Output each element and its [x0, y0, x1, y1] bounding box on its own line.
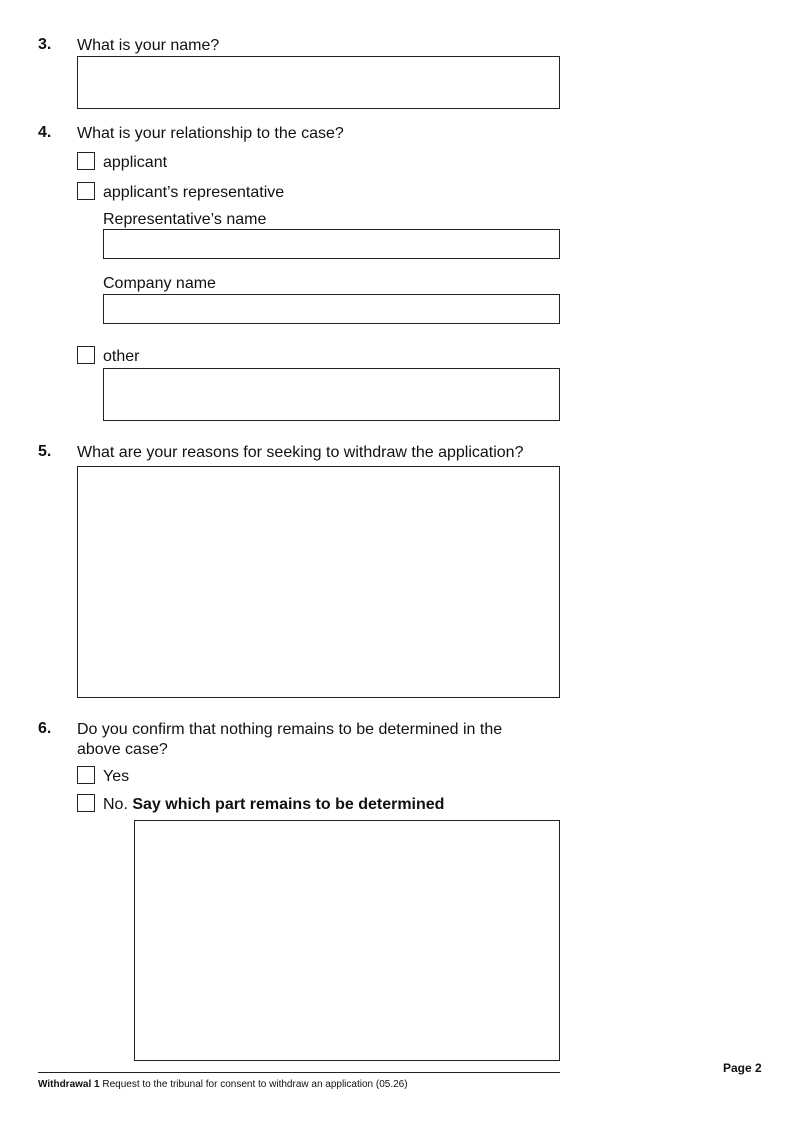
question-4-text: What is your relationship to the case?	[77, 125, 344, 142]
other-checkbox[interactable]	[77, 346, 95, 364]
no-label-instruction: Say which part remains to be determined	[132, 796, 445, 813]
question-3-text: What is your name?	[77, 37, 220, 54]
reasons-field[interactable]	[77, 466, 560, 698]
representative-name-label: Representative’s name	[103, 211, 267, 228]
other-label: other	[103, 348, 140, 365]
representative-checkbox[interactable]	[77, 182, 95, 200]
other-field[interactable]	[103, 368, 560, 421]
form-id: Withdrawal 1	[38, 1079, 100, 1090]
question-4-number: 4.	[38, 124, 52, 141]
question-5-text: What are your reasons for seeking to withdraw the application?	[77, 444, 524, 461]
page-number: Page 2	[723, 1061, 762, 1075]
representative-label: applicant’s representative	[103, 184, 285, 201]
applicant-checkbox[interactable]	[77, 152, 95, 170]
question-6-number: 6.	[38, 720, 52, 737]
company-name-field[interactable]	[103, 294, 560, 324]
yes-label: Yes	[103, 768, 130, 785]
question-6-text-line2: above case?	[77, 741, 168, 758]
footer-text	[38, 1079, 408, 1090]
name-field[interactable]	[77, 56, 560, 109]
yes-checkbox[interactable]	[77, 766, 95, 784]
no-checkbox[interactable]	[77, 794, 95, 812]
footer-rule	[38, 1072, 560, 1073]
question-3-number: 3.	[38, 36, 52, 53]
no-label-prefix: No.	[103, 796, 128, 813]
question-5-number: 5.	[38, 443, 52, 460]
form-title: Request to the tribunal for consent to withdraw an application (05.26)	[102, 1079, 408, 1090]
remaining-part-field[interactable]	[134, 820, 560, 1061]
company-name-label: Company name	[103, 275, 216, 292]
applicant-label: applicant	[103, 154, 168, 171]
question-6-text-line1: Do you confirm that nothing remains to be determined in the	[77, 721, 503, 738]
no-label	[103, 796, 444, 814]
representative-name-field[interactable]	[103, 229, 560, 259]
